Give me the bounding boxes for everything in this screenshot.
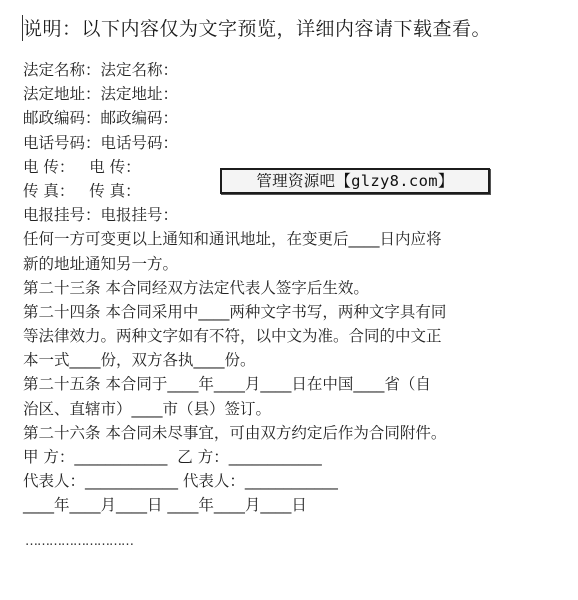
watermark-stamp: 管理资源吧【glzy8.com】 [220, 168, 490, 194]
line-article-24-3: 本一式____份，双方各执____份。 [23, 351, 256, 370]
line-article-23: 第二十三条 本合同经双方法定代表人签字后生效。 [23, 278, 369, 297]
line-telex: 电 传： 电 传： [23, 157, 141, 176]
line-article-24-1: 第二十四条 本合同采用中____两种文字书写，两种文字具有同 [23, 302, 447, 321]
line-legal-address: 法定地址：法定地址： [23, 85, 179, 104]
line-dates: ____年____月____日 ____年____月____日 [23, 496, 307, 515]
line-party-signatures: 甲 方：____________ 乙 方：____________ [23, 448, 322, 466]
line-article-25-1: 第二十五条 本合同于____年____月____日在中国____省（自 [23, 375, 431, 394]
preview-notice: 说明：以下内容仅为文字预览，详细内容请下载查看。 [23, 18, 492, 40]
line-cable: 电报挂号：电报挂号： [23, 206, 179, 225]
line-article-24-2: 等法律效力。两种文字如有不符，以中文为准。合同的中文正 [23, 327, 442, 346]
line-representatives: 代表人：____________ 代表人：____________ [23, 472, 338, 491]
line-fax: 传 真： 传 真： [23, 181, 141, 200]
line-address-change-1: 任何一方可变更以上通知和通讯地址，在变更后____日内应将 [23, 230, 442, 249]
line-address-change-2: 新的地址通知另一方。 [23, 254, 179, 273]
document-body [23, 58, 563, 518]
line-article-26: 第二十六条 本合同未尽事宜，可由双方约定后作为合同附件。 [23, 423, 447, 442]
line-postal-code: 邮政编码：邮政编码： [23, 109, 179, 128]
line-legal-name: 法定名称：法定名称： [23, 61, 179, 79]
line-article-25-2: 治区、直辖市）____市（县）签订。 [23, 399, 272, 418]
line-phone: 电话号码：电话号码： [23, 133, 179, 152]
ellipsis-continuation: ……………………… [25, 534, 133, 549]
